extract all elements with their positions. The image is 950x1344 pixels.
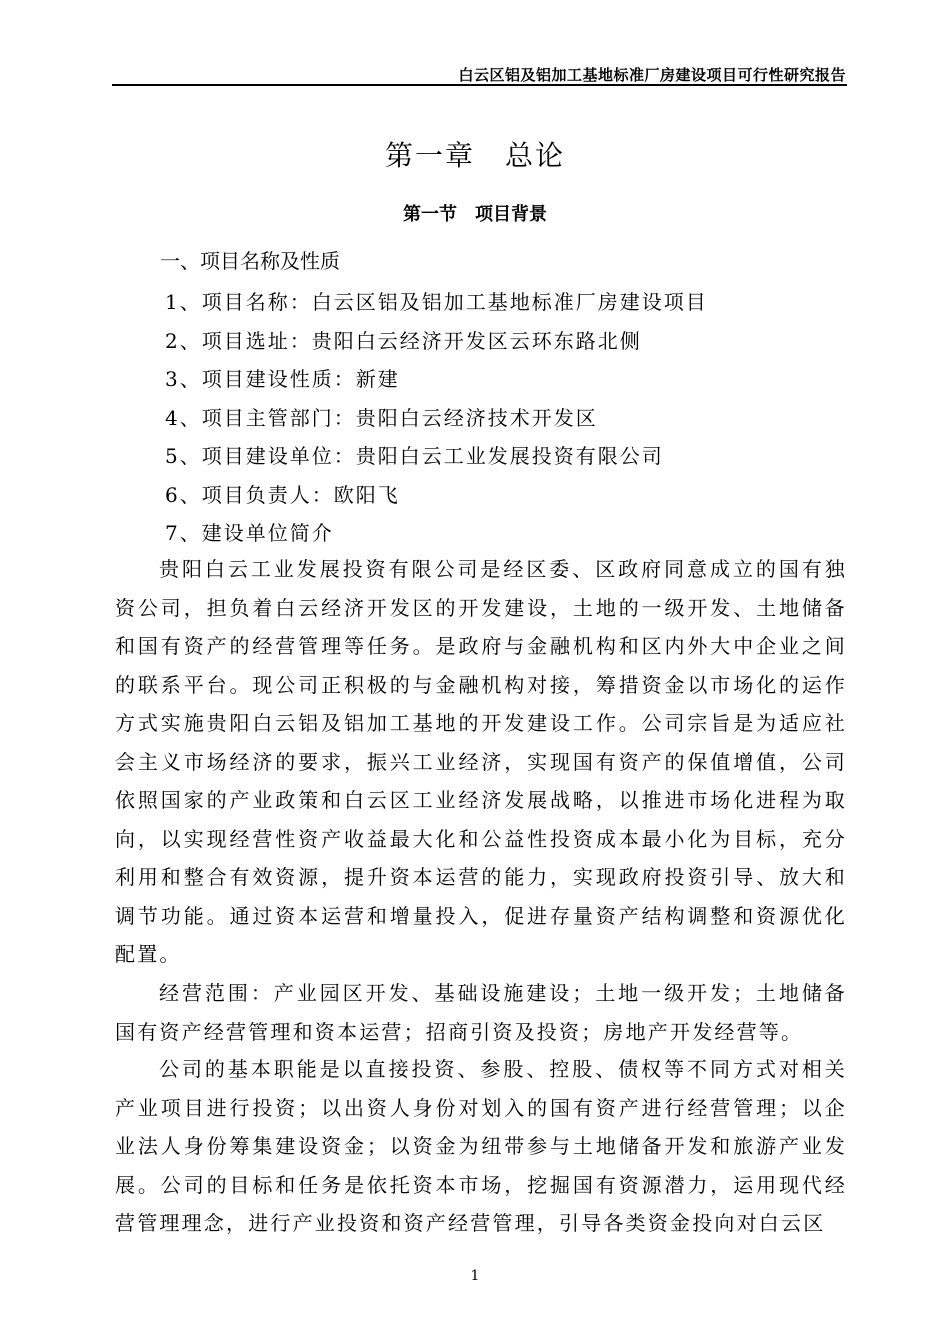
- project-info-list: [165, 283, 708, 553]
- header-divider: [112, 84, 847, 86]
- section-title: 第一节 项目背景: [403, 204, 547, 225]
- list-item: 1、项目名称：白云区铝及铝加工基地标准厂房建设项目: [165, 290, 708, 314]
- list-item: 4、项目主管部门：贵阳白云经济技术开发区: [165, 405, 598, 430]
- business-scope-paragraph: 经营范围：产业园区开发、基础设施建设；土地一级开发；土地储备国有资产经营管理和资本运营；招商引资及投资；房地产开发经营等。: [115, 981, 847, 1044]
- company-intro-paragraph: 贵阳白云工业发展投资有限公司是经区委、区政府同意成立的国有独资公司，担负着白云经济开发区的开发建设，土地的一级开发、土地储备和国有资产的经营管理等任务。是政府与金融机构和区内外大中企业之间的联系平台。现公司正积极的与金融机构对接，筹措资金以市场化的运作方式实施贵阳白云铝及铝加工基地的开发建设工作。公司宗旨是为适应社会主义市场经济的要求，振兴工业经济，实现国有资产的保值增值，公司依照国家的产业政策和白云区工业经济发展战略，以推进市场化进程为取向，以实现经营性资产收益最大化和公益性投资成本最小化为目标，充分利用和整合有效资源，提升资本运营的能力，实现政府投资引导、放大和调节功能。通过资本运营和增量投入，促进存量资产结构调整和资源优化配置。: [115, 557, 847, 966]
- list-item: 5、项目建设单位：贵阳白云工业发展投资有限公司: [165, 444, 664, 468]
- list-item: 2、项目选址：贵阳白云经济开发区云环东路北侧: [165, 328, 642, 353]
- list-item: 6、项目负责人：欧阳飞: [165, 482, 400, 507]
- running-header: 白云区铝及铝加工基地标准厂房建设项目可行性研究报告: [458, 66, 846, 84]
- list-item: 7、建设单位简介: [165, 521, 334, 545]
- subsection-heading: 一、项目名称及性质: [160, 249, 340, 273]
- company-functions-paragraph: 公司的基本职能是以直接投资、参股、控股、债权等不同方式对相关产业项目进行投资；以出资人身份对划入的国有资产进行经营管理；以企业法人身份筹集建设资金；以资金为纽带参与土地储备开发和旅游产业发展。公司的目标和任务是依托资本市场，挖掘国有资源潜力，运用现代经营管理理念，进行产业投资和资产经营管理，引导各类资金投向对白云区: [115, 1057, 847, 1235]
- chapter-title: 第一章 总论: [384, 139, 565, 172]
- page-number: 1: [470, 1268, 480, 1284]
- list-item: 3、项目建设性质：新建: [165, 367, 400, 391]
